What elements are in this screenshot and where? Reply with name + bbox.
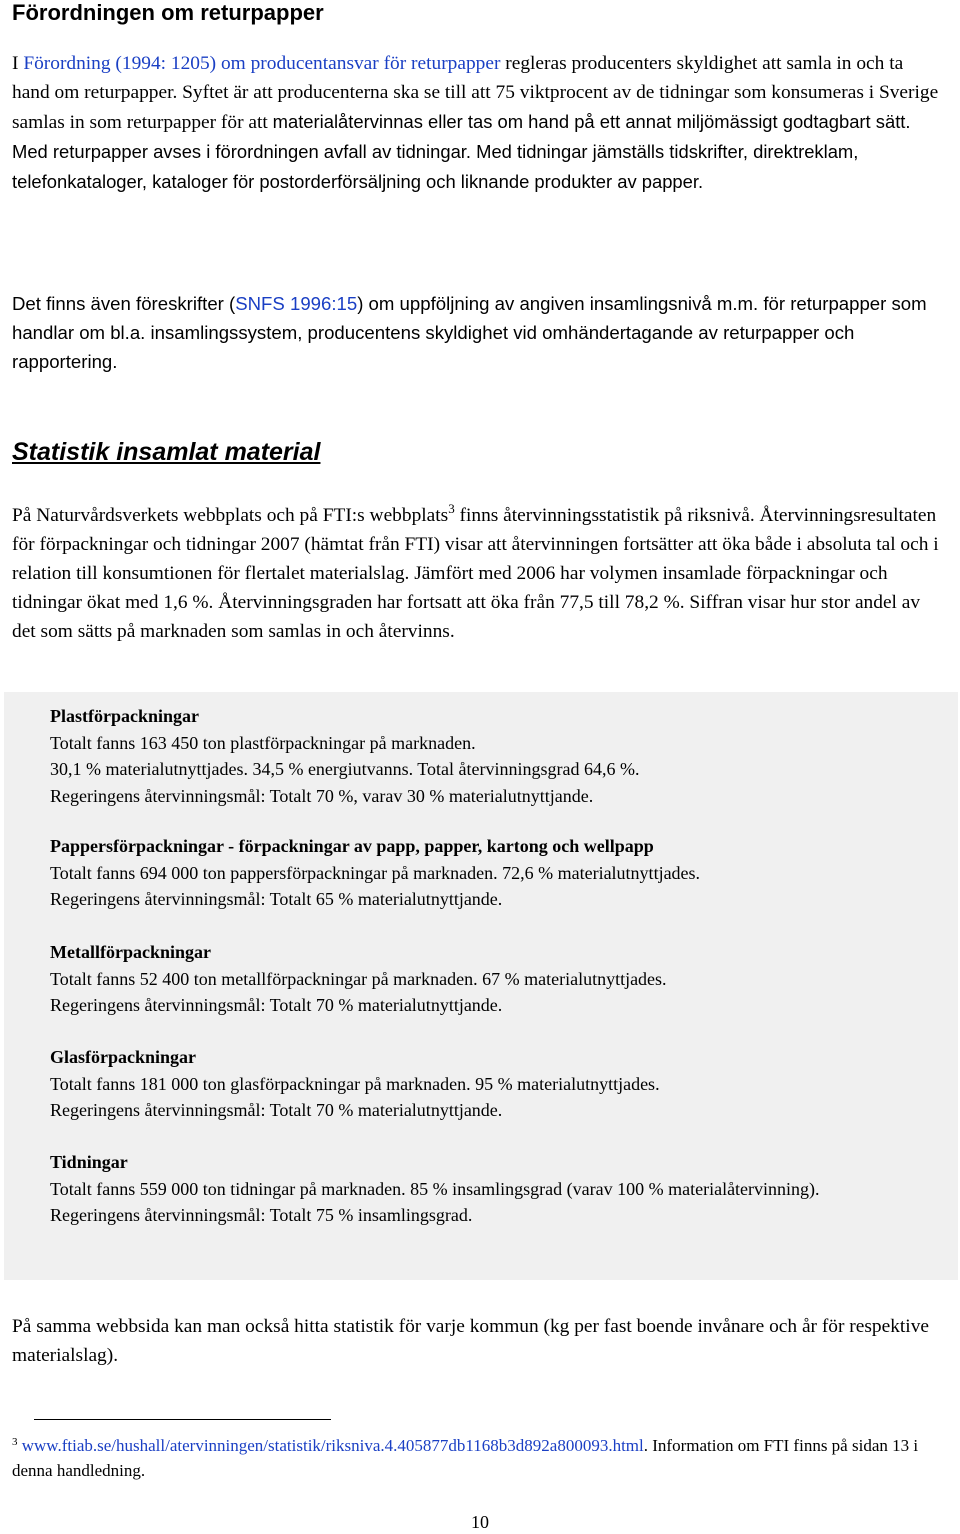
stat-block-glas xyxy=(50,1044,930,1124)
link-forordning[interactable]: Förordning (1994: 1205) om producentansvar för returpapper xyxy=(23,53,501,74)
page-number: 10 xyxy=(471,1512,489,1532)
stat-line: Regeringens återvinningsmål: Totalt 70 %, varav 30 % materialutnyttjande. xyxy=(50,785,594,806)
footnote-marker: 3 xyxy=(12,1436,18,1448)
stat-title: Plastförpackningar xyxy=(50,706,200,726)
stat-line: Regeringens återvinningsmål: Totalt 65 % materialutnyttjande. xyxy=(50,889,503,909)
paragraph-text: På Naturvårdsverkets webbplats och på FTI:s webbplats xyxy=(12,505,449,526)
stat-title: Pappersförpackningar - förpackningar av papp, papper, kartong och wellpapp xyxy=(50,836,654,856)
section-heading-returpapper: Förordningen om returpapper xyxy=(12,0,324,25)
paragraph-statistik xyxy=(12,494,944,646)
stat-line: Totalt fanns 559 000 ton tidningar på marknaden. 85 % insamlingsgrad (varav 100 % materialåtervinning). xyxy=(50,1178,820,1199)
stat-line: Regeringens återvinningsmål: Totalt 70 % materialutnyttjande. xyxy=(50,995,503,1015)
link-snfs[interactable]: SNFS 1996:15 xyxy=(235,293,358,314)
paragraph-text: I xyxy=(12,53,24,74)
paragraph-foreskrifter xyxy=(12,289,944,376)
footnote-reference[interactable]: 3 xyxy=(448,501,455,516)
paragraph-text: regleras producenters skyldighet att samla in och ta hand om returpapper. Syftet är att producenterna ska se till att 75 viktprocent av de tidningar som konsumeras i Sverige samlas in som returpapper för att xyxy=(12,53,939,133)
paragraph-text: ) om uppföljning av angiven insamlingsnivå m.m. för returpapper som handlar om bl.a. insamlingssystem, producentens skyldighet vid omhändertagande av returpapper och rapportering. xyxy=(12,293,927,372)
footnote-separator xyxy=(34,1419,331,1420)
stat-line: 30,1 % materialutnyttjades. 34,5 % energiutvanns. Total återvinningsgrad 64,6 %. xyxy=(50,759,640,779)
stat-block-papper xyxy=(50,833,930,913)
stat-block-tidningar xyxy=(50,1149,930,1229)
section-heading-statistik: Statistik insamlat material xyxy=(12,438,321,466)
stat-block-metall xyxy=(50,939,930,1019)
paragraph-text: Det finns även föreskrifter ( xyxy=(12,293,236,314)
paragraph-kommun: På samma webbsida kan man också hitta statistik för varje kommun (kg per fast boende invånare och år för respektive materialslag). xyxy=(12,1316,929,1366)
paragraph-forordning xyxy=(12,49,944,197)
footnote xyxy=(12,1430,952,1483)
stat-line: Regeringens återvinningsmål: Totalt 70 % materialutnyttjande. xyxy=(50,1100,503,1120)
stat-title: Glasförpackningar xyxy=(50,1047,197,1067)
footnote-link[interactable]: www.ftiab.se/hushall/atervinningen/statistik/riksniva.4.405877db1168b3d892a800093.html xyxy=(21,1436,644,1455)
stat-line: Totalt fanns 694 000 ton pappersförpackningar på marknaden. 72,6 % materialutnyttjades. xyxy=(50,862,701,883)
stat-line: Totalt fanns 163 450 ton plastförpackningar på marknaden. xyxy=(50,732,476,753)
stat-line: Totalt fanns 181 000 ton glasförpackningar på marknaden. 95 % materialutnyttjades. xyxy=(50,1073,660,1094)
paragraph-text-sans: materialåtervinnas eller tas om hand på ett annat miljömässigt godtagbart sätt. Med returpapper avses i förordningen avfall av tidningar. Med tidningar jämställs tidskrifter, direktreklam, telefonkataloger, kataloger för postorderförsäljning och liknande produkter av papper. xyxy=(12,111,911,192)
stat-block-plast xyxy=(50,703,930,809)
footnote-text: . Information om FTI finns på sidan 13 i denna handledning. xyxy=(12,1436,919,1480)
stat-title: Metallförpackningar xyxy=(50,942,211,962)
stat-title: Tidningar xyxy=(50,1152,128,1172)
paragraph-text: finns återvinningsstatistik på riksnivå. Återvinningsresultaten för förpackningar och tidningar 2007 (hämtat från FTI) visar att återvinningen fortsätter att öka både i absoluta tal och i relation till konsumtionen för flertalet materialslag. Jämfört med 2006 har volymen insamlade förpackningar och tidningar ökat med 1,6 %. Återvinningsgraden har fortsatt att öka från 77,5 till 78,2 %. Siffran visar hur stor andel av det som sätts på marknaden som samlas in och återvinns. xyxy=(12,505,939,642)
stat-line: Regeringens återvinningsmål: Totalt 75 % insamlingsgrad. xyxy=(50,1205,473,1225)
stat-line: Totalt fanns 52 400 ton metallförpackningar på marknaden. 67 % materialutnyttjades. xyxy=(50,968,667,989)
